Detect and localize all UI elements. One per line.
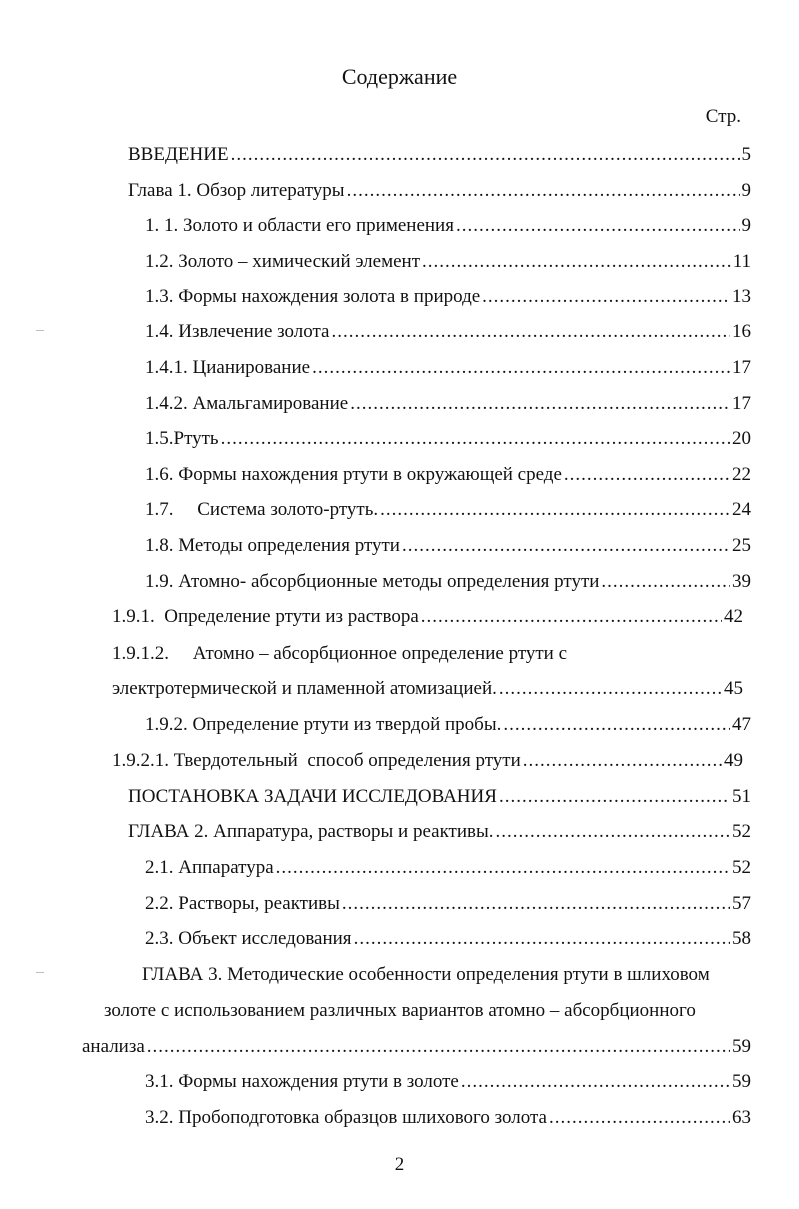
dot-leader [499,677,722,701]
toc-entry-label: 1.4.2. Амальгамирование [145,393,349,414]
toc-entry [145,214,751,238]
toc-entry-page: 58 [732,928,751,949]
scan-mark [36,972,44,973]
dot-leader [496,820,730,844]
toc-entry-label: ВВЕДЕНИЕ [128,144,229,165]
toc-entry [145,534,751,558]
dot-leader [231,143,740,167]
dot-leader [312,356,730,380]
toc-entry-page: 17 [732,393,751,414]
toc-entry [145,1106,751,1130]
toc-entry [145,285,751,309]
toc-entry [145,713,751,737]
toc-entry-page: 59 [732,1036,751,1057]
toc-entry [82,1035,751,1059]
toc-entry [145,356,751,380]
toc-entry-label: золоте с использованием различных вариантов атомно – абсорбционного [104,1000,696,1021]
toc-entry-label: 1.4.1. Цианирование [145,357,311,378]
toc-entry-page: 22 [732,464,751,485]
toc-entry-label: электротермической и пламенной атомизацией. [112,678,497,699]
dot-leader [601,570,730,594]
toc-entry-page: 13 [732,286,751,307]
toc-entry-page: 9 [741,180,751,201]
dot-leader [342,892,730,916]
toc-entry-label: 1.9.1. Определение ртути из раствора [112,606,419,627]
toc-entry [112,605,743,629]
dot-leader [523,749,722,773]
dot-leader [350,392,730,416]
dot-leader [402,534,730,558]
toc-entry-label: 1.9.1.2. Атомно – абсорбционное определение ртути с [112,643,568,664]
toc-entry-label: 1.9.2. Определение ртути из твердой пробы. [145,714,502,735]
page-title: Содержание [341,64,458,89]
toc-entry-page: 42 [724,606,743,627]
toc-entry-label: 1.9.2.1. Твердотельный способ определения ртути [112,750,521,771]
dot-leader [503,713,730,737]
toc-entry-page: 47 [732,714,751,735]
dot-leader [549,1106,730,1130]
toc-entry-page: 49 [724,750,743,771]
toc-entry [145,320,751,344]
toc-entry [145,856,751,880]
toc-entry-page: 52 [732,857,751,878]
toc-entry [145,392,751,416]
toc-entry [145,498,751,522]
toc-entry-page: 39 [732,571,751,592]
toc-entry-page: 25 [732,535,751,556]
toc-entry-page: 57 [732,893,751,914]
dot-leader [332,320,731,344]
toc-entry-label: ПОСТАНОВКА ЗАДАЧИ ИССЛЕДОВАНИЯ [128,786,497,807]
toc-entry-label: ГЛАВА 3. Методические особенности определения ртути в шлиховом [142,964,710,985]
toc-entry [128,820,751,844]
toc-entry-page: 17 [732,357,751,378]
toc-entry-label: 3.1. Формы нахождения ртути в золоте [145,1071,459,1092]
dot-leader [147,1035,730,1059]
toc-entry-label: 1.4. Извлечение золота [145,321,330,342]
toc-entry-label: 1. 1. Золото и области его применения [145,215,454,236]
toc-entry-label: 1.3. Формы нахождения золота в природе [145,286,481,307]
toc-entry [145,250,751,274]
toc-entry-label: 2.1. Аппаратура [145,857,274,878]
page-column-label: Стр. [705,106,741,127]
toc-entry-page: 20 [732,428,751,449]
toc-entry-label: 1.6. Формы нахождения ртути в окружающей среде [145,464,562,485]
toc-entry-label: 1.9. Атомно- абсорбционные методы определения ртути [145,571,600,592]
dot-leader [456,214,740,238]
toc-entry-page: 11 [732,251,751,272]
toc-entry-label: 2.2. Растворы, реактивы [145,893,340,914]
toc-entry-label: 2.3. Объект исследования [145,928,352,949]
page-number: 2 [394,1154,405,1175]
dot-leader [564,463,730,487]
toc-entry [145,427,751,451]
dot-leader [380,498,730,522]
toc-entry-label: 1.2. Золото – химический элемент [145,251,421,272]
toc-entry [128,179,751,203]
dot-leader [354,927,730,951]
toc-entry-page: 59 [732,1071,751,1092]
toc-entry [128,143,751,167]
toc-entry [112,677,743,701]
toc-entry [112,749,743,773]
dot-leader [347,179,740,203]
dot-leader [276,856,730,880]
scan-mark [36,330,44,331]
toc-entry-label: 1.8. Методы определения ртути [145,535,400,556]
toc-entry [145,570,751,594]
toc-entry-label: 1.7. Система золото-ртуть. [145,499,379,520]
toc-entry-page: 45 [724,678,743,699]
toc-entry [145,892,751,916]
toc-entry-page: 9 [741,215,751,236]
dot-leader [221,427,730,451]
toc-entry-page: 24 [732,499,751,520]
toc-entry-label: ГЛАВА 2. Аппаратура, растворы и реактивы. [128,821,494,842]
toc-entry-label: анализа [82,1036,145,1057]
dot-leader [499,785,730,809]
dot-leader [421,605,722,629]
toc-entry-label: 3.2. Пробоподготовка образцов шлихового золота [145,1107,547,1128]
toc-entry-label: 1.5.Ртуть [145,428,219,449]
toc-entry [145,927,751,951]
dot-leader [482,285,730,309]
dot-leader [422,250,731,274]
dot-leader [461,1070,730,1094]
toc-entry-page: 5 [741,144,751,165]
toc-entry-page: 16 [732,321,751,342]
toc-entry-page: 51 [732,786,751,807]
toc-entry-page: 52 [732,821,751,842]
toc-entry [128,785,751,809]
toc-entry [145,463,751,487]
toc-entry [145,1070,751,1094]
toc-entry-page: 63 [732,1107,751,1128]
toc-entry-label: Глава 1. Обзор литературы [128,180,345,201]
